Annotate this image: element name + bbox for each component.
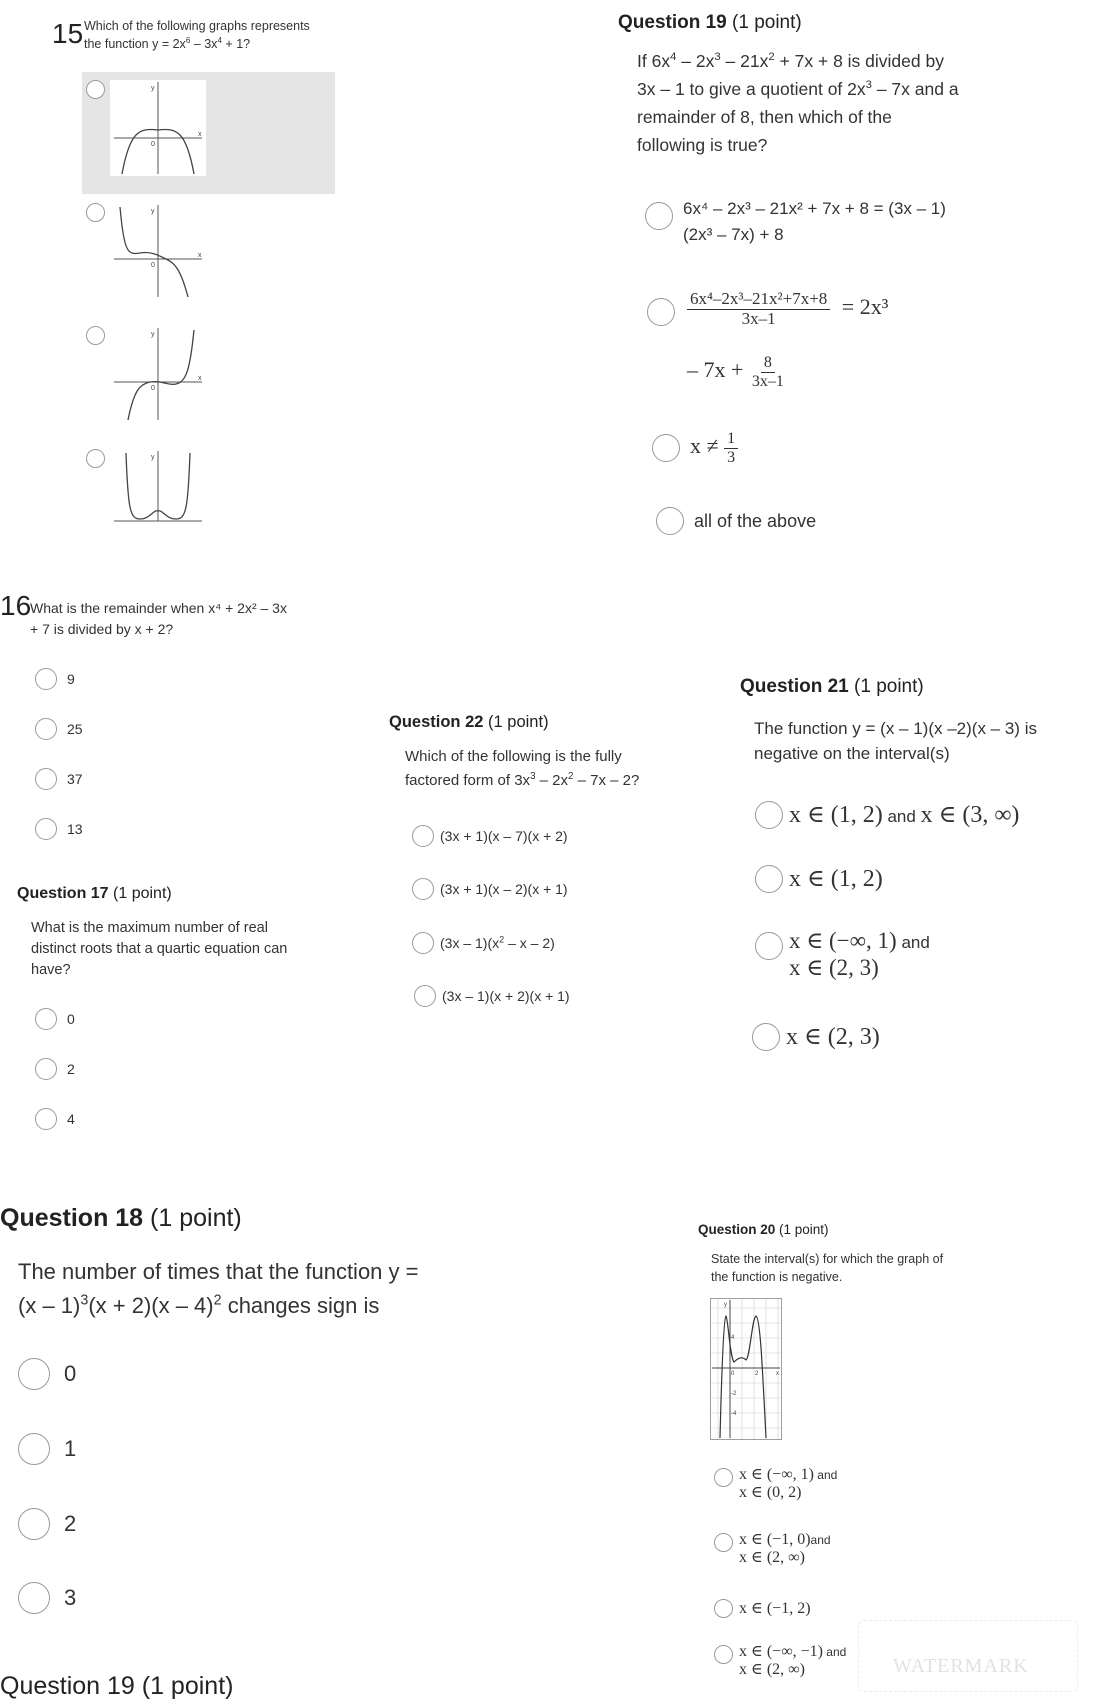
q15-graph-3-svg — [110, 326, 206, 422]
q18-option-4-radio[interactable] — [18, 1582, 50, 1614]
q21-option-1-radio[interactable] — [755, 801, 783, 829]
q16-option-2-radio[interactable] — [35, 718, 57, 740]
q16-prompt-line2: + 7 is divided by x + 2? — [30, 621, 174, 637]
q20-header: Question 20 (1 point) — [698, 1222, 829, 1237]
q19-option-3-radio[interactable] — [652, 434, 680, 462]
q22-option-3-radio[interactable] — [412, 932, 434, 954]
q15-g2-xlabel: x — [198, 252, 202, 259]
q16-option-1-radio[interactable] — [35, 668, 57, 690]
q15-graph-1-svg — [110, 80, 206, 176]
q22-option-3[interactable]: $(3x - 1)(x^2$ – x – 2) — [412, 932, 555, 954]
q15-g3-origin: 0 — [151, 385, 155, 392]
q20-graph-two: 2 — [755, 1371, 759, 1377]
q15-option-3-radio[interactable] — [86, 326, 105, 345]
q16-option-3-radio[interactable] — [35, 768, 57, 790]
q18-option-1-radio[interactable] — [18, 1358, 50, 1390]
q16-option-3[interactable]: 37 — [35, 768, 83, 790]
q17-option-2[interactable]: 2 — [35, 1058, 75, 1080]
q17-option-1[interactable]: 0 — [35, 1008, 75, 1030]
q15-g2-origin: 0 — [151, 262, 155, 269]
q20-option-4-radio[interactable] — [714, 1645, 733, 1664]
q22-header: Question 22 (1 point) — [389, 713, 549, 731]
q20-graph-m2: -2 — [731, 1391, 737, 1397]
q19-header: Question 19 (1 point) — [618, 12, 802, 33]
q20-graph-four: 4 — [731, 1335, 735, 1341]
q16-prompt-line1: What is the remainder when x⁴ + 2x² – 3x — [30, 600, 287, 616]
q16-number: 16 — [0, 590, 32, 621]
q20-graph-ylabel: y — [724, 1302, 727, 1308]
q21-option-2-radio[interactable] — [755, 865, 783, 893]
q21-option-2[interactable]: x ∈ (1, 2) — [755, 864, 883, 893]
q17-option-3[interactable]: 4 — [35, 1108, 75, 1130]
q15-graph-3 — [110, 326, 206, 422]
q15-option-2-radio[interactable] — [86, 203, 105, 222]
q21-option-4-radio[interactable] — [752, 1023, 780, 1051]
q15-graph-2 — [110, 203, 206, 299]
q22-option-4-radio[interactable] — [414, 985, 436, 1007]
q17-header: Question 17 (1 point) — [17, 885, 172, 902]
q21-option-3-radio[interactable] — [755, 932, 783, 960]
q20-graph-svg — [710, 1298, 782, 1440]
q18-header: Question 18 (1 point) — [0, 1204, 242, 1232]
q15-option-1-radio[interactable] — [86, 80, 105, 99]
q20-graph — [710, 1298, 782, 1440]
q15-g2-ylabel: y — [151, 208, 155, 215]
q22-option-2-radio[interactable] — [412, 878, 434, 900]
q22-option-1[interactable]: (3x + 1)(x – 7)(x + 2) — [412, 825, 568, 847]
q15-g1-origin: 0 — [151, 141, 155, 148]
q20-option-3-radio[interactable] — [714, 1599, 733, 1618]
q19-option-1-line1: 6x⁴ – 2x³ – 21x² + 7x + 8 = (3x – 1) — [683, 199, 946, 218]
q21-prompt: The function y = (x – 1)(x –2)(x – 3) is negative on the interval(s) — [754, 719, 1037, 763]
q17-option-1-radio[interactable] — [35, 1008, 57, 1030]
q21-option-1[interactable]: x ∈ (1, 2) and x ∈ (3, ∞) — [755, 800, 1019, 829]
q16-option-4[interactable]: 13 — [35, 818, 83, 840]
q20-graph-m4: -4 — [731, 1411, 737, 1417]
q15-g3-ylabel: y — [151, 331, 155, 338]
q18-option-4[interactable]: 3 — [18, 1582, 76, 1614]
q18-option-2[interactable]: 1 — [18, 1433, 76, 1465]
q22-option-4[interactable]: (3x – 1)(x + 2)(x + 1) — [414, 985, 570, 1007]
q20-prompt: State the interval(s) for which the graph of the function is negative. — [711, 1252, 944, 1284]
q19-option-1-radio[interactable] — [645, 202, 673, 230]
q15-prompt-line1: Which of the following graphs represents — [84, 19, 310, 33]
q19-option-4[interactable]: all of the above — [656, 507, 816, 535]
q15-g4-ylabel: y — [151, 454, 155, 461]
q20-option-1-radio[interactable] — [714, 1468, 733, 1487]
q21-option-4[interactable]: x ∈ (2, 3) — [752, 1022, 880, 1051]
q18-option-3[interactable]: 2 — [18, 1508, 76, 1540]
q15-prompt-line2: the function $y = 2x^6 - 3x^4 + 1$? — [84, 35, 251, 51]
q17-prompt: What is the maximum number of real distinct roots that a quartic equation can have? — [31, 920, 288, 978]
q15-g3-xlabel: x — [198, 375, 202, 382]
q18-prompt: The number of times that the function y = (x – 1)$^3$(x + 2)(x – 4)$^2$ changes sign is — [18, 1259, 419, 1318]
q19-prompt: If $6x^4 - 2x^3 - 21x^2 + 7x + 8$ is divided by 3x – 1 to give a quotient of $2x^3 - 7x$ and a remainder of 8, then which of the following is true? — [637, 51, 959, 155]
q20-graph-zero: 0 — [731, 1371, 735, 1377]
q19-option-2-radio[interactable] — [647, 298, 675, 326]
q17-option-3-radio[interactable] — [35, 1108, 57, 1130]
q20-graph-xlabel: x — [776, 1371, 779, 1377]
q15-graph-4 — [110, 449, 206, 545]
q15-option-4-radio[interactable] — [86, 449, 105, 468]
q22-option-2[interactable]: (3x + 1)(x – 2)(x + 1) — [412, 878, 568, 900]
q15-graph-2-svg — [110, 203, 206, 299]
q19-option-4-radio[interactable] — [656, 507, 684, 535]
q15-g1-xlabel: x — [198, 131, 202, 138]
q15-graph-4-svg — [110, 449, 206, 545]
q22-prompt: Which of the following is the fully factored form of $3x^3 - 2x^2 - 7x - 2$? — [405, 748, 640, 789]
q21-header: Question 21 (1 point) — [740, 676, 924, 697]
q15-graph-1 — [110, 80, 206, 176]
q22-option-1-radio[interactable] — [412, 825, 434, 847]
q16-option-2[interactable]: 25 — [35, 718, 83, 740]
q16-prompt — [30, 598, 287, 640]
q20-option-3[interactable]: x ∈ (−1, 2) — [714, 1598, 811, 1618]
q18-option-2-radio[interactable] — [18, 1433, 50, 1465]
q19-cutoff-header: Question 19 (1 point) — [0, 1672, 234, 1700]
q15-number: 15 — [52, 18, 84, 49]
q17-option-2-radio[interactable] — [35, 1058, 57, 1080]
q20-option-2-radio[interactable] — [714, 1533, 733, 1552]
q19-option-1-line2: (2x³ – 7x) + 8 — [683, 225, 784, 244]
watermark-text: WATERMARK — [893, 1655, 1029, 1677]
q15-g1-ylabel: y — [151, 85, 155, 92]
q16-option-1[interactable]: 9 — [35, 668, 75, 690]
q18-option-3-radio[interactable] — [18, 1508, 50, 1540]
q15-prompt — [84, 17, 310, 53]
q16-option-4-radio[interactable] — [35, 818, 57, 840]
q18-option-1[interactable]: 0 — [18, 1358, 76, 1390]
